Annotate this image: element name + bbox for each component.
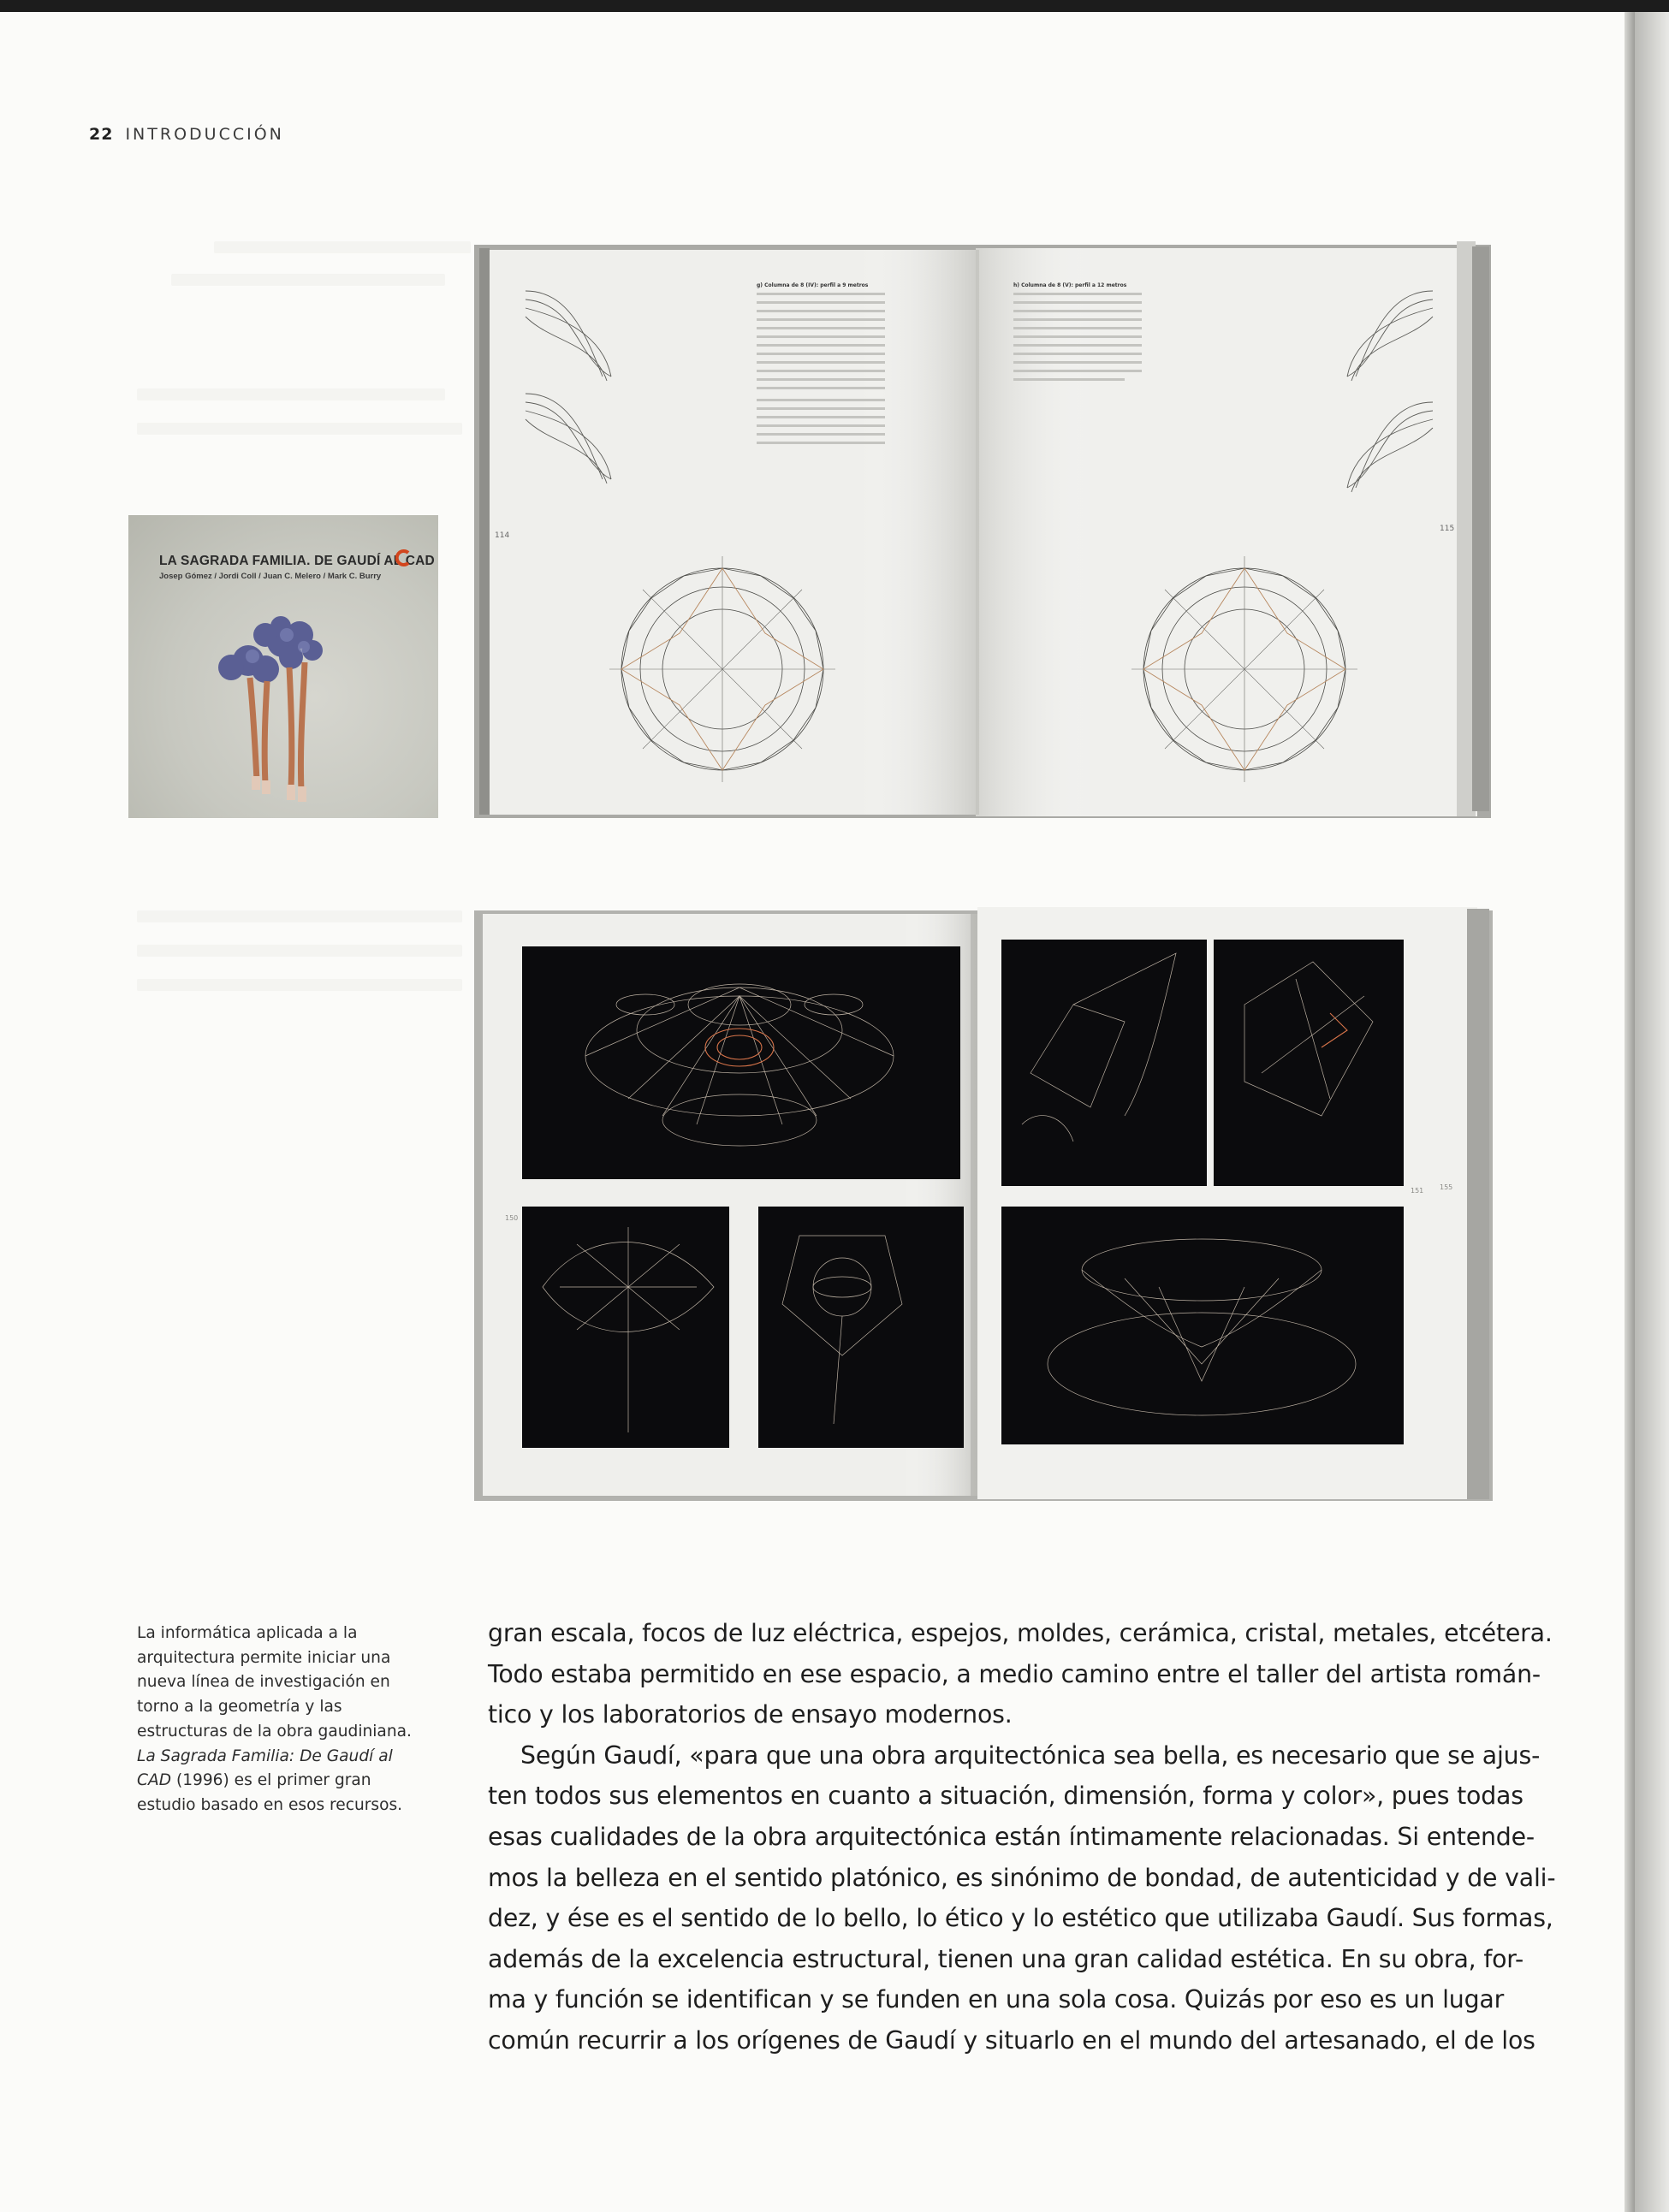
magazine-page — [0, 12, 1624, 2212]
body-line: ma y función se identifican y se funden en una sola cosa. Quizás por eso es un lugar — [488, 1985, 1505, 2014]
cover-title: LA SAGRADA FAMILIA. DE GAUDÍ AL CAD — [159, 554, 435, 568]
spread-bottom-left-page-number: 150 — [505, 1214, 519, 1222]
show-through — [137, 423, 462, 435]
spread-bottom-right-page-number: 155 — [1440, 1183, 1453, 1191]
caption-book-title-line: La Sagrada Familia: De Gaudí al — [137, 1746, 393, 1765]
figure-caption — [137, 1622, 421, 1818]
body-line: además de la excelencia estructural, tienen una gran calidad estética. En su obra, for- — [488, 1944, 1523, 1973]
spread-top-right-heading: h) Columna de 8 (V): perfil a 12 metros — [1013, 282, 1127, 288]
book-cover-image — [128, 515, 438, 818]
page-gutter — [1624, 12, 1635, 2212]
body-line: esas cualidades de la obra arquitectónica están íntimamente relacionadas. Si entende- — [488, 1822, 1535, 1851]
cover-column-illustration — [180, 609, 402, 815]
show-through — [171, 274, 445, 286]
body-line: tico y los laboratorios de ensayo modernos. — [488, 1700, 1013, 1729]
body-line: común recurrir a los orígenes de Gaudí y situarlo en el mundo del artesanado, el de los — [488, 2025, 1535, 2055]
publisher-logo-icon — [395, 549, 413, 566]
show-through — [214, 241, 471, 253]
caption-text: (1996) es el primer gran — [171, 1771, 371, 1790]
caption-book-title-end: CAD — [137, 1771, 172, 1790]
caption-line: La informática aplicada a la — [137, 1624, 358, 1642]
section-title: INTRODUCCIÓN — [125, 125, 284, 144]
spread-top-left-page-number: 114 — [495, 531, 510, 540]
spread-bottom-right-page-number: 151 — [1411, 1187, 1424, 1195]
running-head — [89, 125, 284, 144]
body-text — [488, 1613, 1556, 2061]
caption-line — [137, 1769, 421, 1794]
body-line: dez, y ése es el sentido de lo bello, lo ético y lo estético que utilizaba Gaudí. Sus formas, — [488, 1904, 1553, 1933]
spread-top-left-heading: g) Columna de 8 (IV): perfil a 9 metros — [757, 282, 869, 288]
body-line: mos la belleza en el sentido platónico, es sinónimo de bondad, de autenticidad y de vali- — [488, 1863, 1556, 1892]
show-through — [137, 388, 445, 400]
caption-line: estructuras de la obra gaudiniana. — [137, 1722, 412, 1741]
page-number: 22 — [89, 125, 114, 144]
show-through — [137, 979, 462, 991]
facing-page-edge — [1635, 12, 1669, 2212]
book-spread-cad-photo — [474, 902, 1493, 1501]
cover-authors: Josep Gómez / Jordi Coll / Juan C. Melero / Mark C. Burry — [159, 572, 382, 581]
body-line: Según Gaudí, «para que una obra arquitectónica sea bella, es necesario que se ajus- — [520, 1741, 1541, 1770]
body-line: gran escala, focos de luz eléctrica, espejos, moldes, cerámica, cristal, metales, etcétera. — [488, 1619, 1553, 1647]
caption-line: torno a la geometría y las — [137, 1698, 342, 1717]
show-through — [137, 910, 462, 922]
caption-line: arquitectura permite iniciar una — [137, 1648, 391, 1667]
show-through — [137, 945, 462, 957]
caption-line: nueva línea de investigación en — [137, 1673, 390, 1692]
spread-top-right-page-number: 115 — [1440, 525, 1455, 533]
body-line: Todo estaba permitido en ese espacio, a medio camino entre el taller del artista román- — [488, 1659, 1541, 1688]
body-line: ten todos sus elementos en cuanto a situación, dimensión, forma y color», pues todas — [488, 1782, 1523, 1811]
caption-line: estudio basado en esos recursos. — [137, 1795, 403, 1814]
book-spread-drawings-photo — [474, 231, 1493, 821]
